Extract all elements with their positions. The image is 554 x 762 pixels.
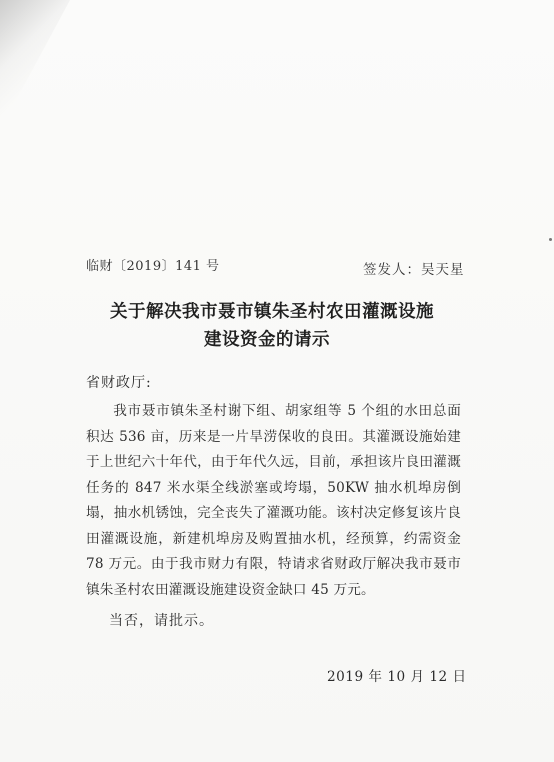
body-paragraph: 我市聂市镇朱圣村谢下组、胡家组等 5 个组的水田总面积达 536 亩，历来是一片旱涝保收的良田。其灌溉设施始建于上世纪六十年代，由于年代久远，目前，承担该片良田灌溉任务的 847 米水渠全线淤塞或垮塌，50KW 抽水机埠房倒塌，抽水机锈蚀，完全丧失了灌溉功能。该村决定修复该片良田灌溉设施，新建机埠房及购置抽水机，经预算，约需资金 78 万元。由于我市财力有限，特请求省财政厅解决我市聂市镇朱圣村农田灌溉设施建设资金缺口 45 万元。 <box>86 403 461 598</box>
document-number: 临财〔2019〕141 号 <box>86 259 220 274</box>
document-date: 2019 年 10 月 12 日 <box>327 669 467 685</box>
salutation: 省财政厅: <box>86 375 152 391</box>
signer-label: 签发人：吴天星 <box>363 262 465 278</box>
scan-corner-shadow <box>0 0 70 130</box>
document-title-line-1: 关于解决我市聂市镇朱圣村农田灌溉设施 <box>110 302 434 322</box>
scan-edge-mark <box>549 238 552 241</box>
document-title-line-2: 建设资金的请示 <box>204 330 330 350</box>
closing-remark: 当否，请批示。 <box>109 613 214 629</box>
